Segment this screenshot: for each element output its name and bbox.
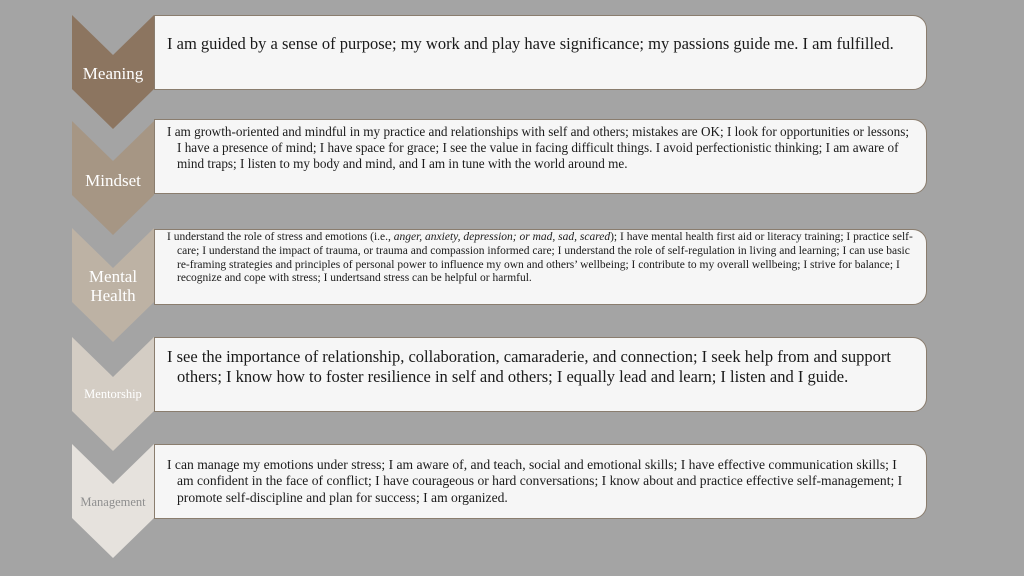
card-mental-health: [154, 229, 927, 305]
chevron-label-mental: Mental: [88, 267, 138, 286]
card-meaning: [154, 15, 927, 90]
card-text-mentorship: I see the importance of relationship, collaboration, camaraderie, and connection; I seek help from and support others; I know how to foster resilience in self and others; I equally lead and learn; I listen and I guide.: [167, 347, 891, 386]
card-mentorship: [154, 337, 927, 412]
chevron-label-health: Health: [90, 286, 136, 306]
chevron-label-mental-health: [72, 267, 154, 305]
card-text-mental-health-em: anger, anxiety, depression; or mad, sad, scared: [393, 231, 611, 243]
chevron-label-meaning: Meaning: [82, 64, 144, 83]
card-mindset: [154, 119, 927, 194]
chevron-label-management: Management: [80, 495, 146, 509]
card-text-mindset: I am growth-oriented and mindful in my practice and relationships with self and others; mistakes are OK; I look for opportunities or lessons; I have a presence of mind; I have space for grace; I see the value in facing difficult things. I avoid perfectionistic thinking; I am aware of mind traps; I listen to my body and mind, and I am in tune with the world around me.: [167, 124, 909, 171]
card-text-meaning: I am guided by a sense of purpose; my work and play have significance; my passions guide me. I am fulfilled.: [167, 34, 894, 53]
card-text-mental-health-pre: I understand the role of stress and emotions (i.e.,: [167, 231, 394, 243]
chevron-label-mentorship: Mentorship: [84, 387, 142, 401]
card-text-management: I can manage my emotions under stress; I am aware of, and teach, social and emotional skills; I have effective communication skills; I am confident in the face of conflict; I have courageous or hard conversations; I know about and practice effective self-management; I promote self-discipline and plan for success; I am organized.: [167, 457, 903, 505]
card-management: [154, 444, 927, 519]
chevron-label-mindset: Mindset: [85, 171, 141, 190]
card-text-mental-health-post: ); I have mental health first aid or literacy training; I practice self-care; I understand the impact of trauma, or trauma and compassion informed care; I understand the role of self-regulation in living and learning; I can use basic re-framing strategies and principles of personal power to influence my own and others’ wellbeing; I contribute to my overall wellbeing; I strive for balance; I recognize and cope with stress; I undertsand stress can be helpful or harmful.: [177, 231, 913, 285]
